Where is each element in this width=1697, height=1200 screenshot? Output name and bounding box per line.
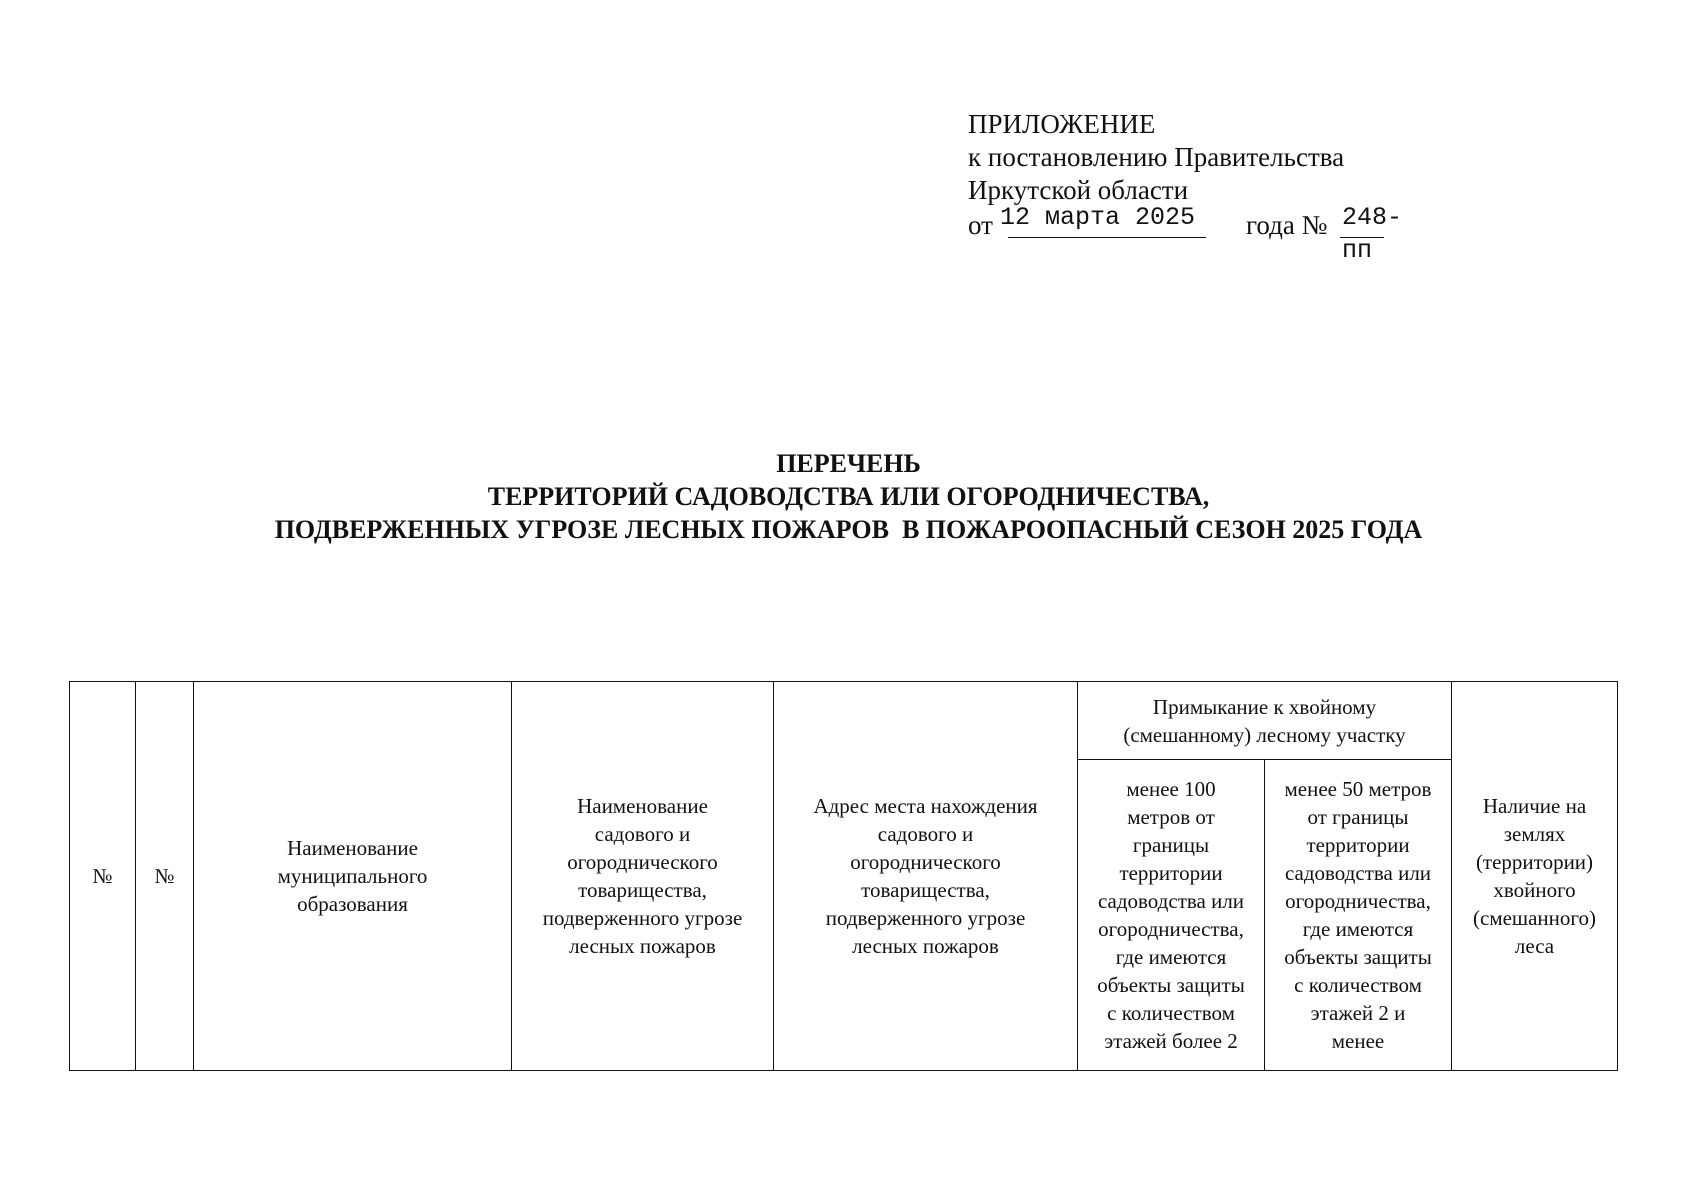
appendix-date-line bbox=[968, 203, 1403, 265]
decree-date: 12 марта 2025 bbox=[1000, 203, 1196, 232]
header-address: Адрес места нахождения садового и огороднического товарищества, подверженного угрозе лесных пожаров bbox=[774, 682, 1078, 1071]
header-municipality: Наименование муниципального образования bbox=[194, 682, 512, 1071]
header-less-100-meters: менее 100 метров от границы территории садоводства или огородничества, где имеются объекты защиты с количеством этажей более 2 bbox=[1078, 760, 1265, 1071]
number-underline bbox=[1340, 237, 1384, 238]
year-number-label: года № bbox=[1246, 210, 1328, 240]
territories-table bbox=[69, 681, 1618, 1071]
header-coniferous-forest: Наличие на землях (территории) хвойного (смешанного) леса bbox=[1452, 682, 1618, 1071]
decree-number: 248-пп bbox=[1342, 203, 1403, 265]
from-word: от bbox=[968, 210, 993, 240]
header-number-1: № bbox=[70, 682, 136, 1071]
header-partnership-name: Наименование садового и огороднического товарищества, подверженного угрозе лесных пожаров bbox=[512, 682, 774, 1071]
appendix-decree-line: к постановлению Правительства bbox=[968, 142, 1345, 172]
appendix-region-line: Иркутской области bbox=[968, 175, 1189, 205]
header-less-50-meters: менее 50 метров от границы территории садоводства или огородничества, где имеются объекты защиты с количеством этажей 2 и менее bbox=[1265, 760, 1452, 1071]
document-title bbox=[0, 447, 1697, 546]
appendix-title: ПРИЛОЖЕНИЕ bbox=[968, 109, 1156, 139]
header-number-2: № bbox=[136, 682, 194, 1071]
title-line-2: ТЕРРИТОРИЙ САДОВОДСТВА ИЛИ ОГОРОДНИЧЕСТВА, bbox=[487, 482, 1210, 511]
title-line-3: ПОДВЕРЖЕННЫХ УГРОЗЕ ЛЕСНЫХ ПОЖАРОВ В ПОЖАРООПАСНЫЙ СЕЗОН 2025 ГОДА bbox=[274, 515, 1423, 544]
title-line-1: ПЕРЕЧЕНЬ bbox=[776, 449, 921, 478]
date-underline bbox=[1008, 237, 1206, 238]
appendix-block bbox=[968, 108, 1403, 265]
header-adjacency-group: Примыкание к хвойному (смешанному) лесному участку bbox=[1078, 682, 1452, 760]
